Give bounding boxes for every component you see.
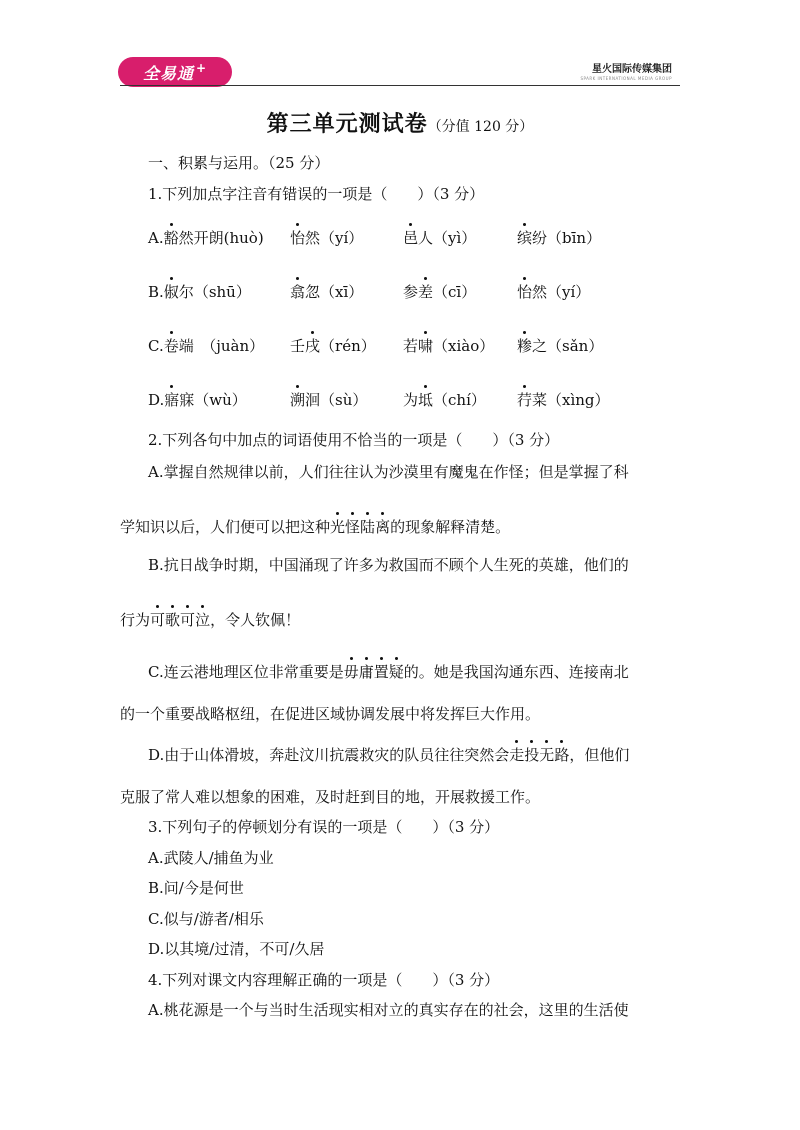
text-segment: （cī） [433, 283, 477, 301]
emphasized-char: 翕 [290, 283, 306, 301]
question-1-option-item [403, 282, 476, 302]
emphasized-char: 豁 [163, 229, 179, 247]
emphasized-char: 投 [524, 746, 540, 764]
question-3-option-a: A.武陵人/捕鱼为业 [148, 849, 274, 867]
question-1-option-item [290, 336, 376, 356]
emphasized-char: 俶 [163, 283, 179, 301]
emphasized-char: 戌 [305, 337, 321, 355]
text-segment: 的。她是我国沟通东西、连接南北 [403, 663, 629, 681]
emphasized-char: 糁 [517, 337, 533, 355]
text-segment: D. [148, 391, 165, 409]
emphasized-char: 光 [330, 518, 346, 536]
text-segment: ，令人钦佩！ [210, 611, 301, 629]
emphasized-char: 卷 [163, 337, 179, 355]
text-segment: 人（yì） [418, 229, 477, 247]
question-2-option-c-line2: 的一个重要战略枢纽，在促进区域协调发展中将发挥巨大作用。 [120, 705, 541, 723]
text-segment: 然开朗(huò) [178, 229, 264, 247]
text-segment: 洄（sù） [305, 391, 368, 409]
question-1-option-item [517, 282, 590, 302]
text-segment: D.由于山体滑坡，奔赴汶川抗震救灾的队员往往突然会 [148, 746, 510, 764]
emphasized-char: 可 [150, 611, 166, 629]
question-2-option-d-line2: 克服了常人难以想象的困难，及时赶到目的地，开展救援工作。 [120, 788, 541, 806]
emphasized-char: 无 [539, 746, 555, 764]
text-segment: 菜（xìng） [532, 391, 610, 409]
text-segment: 为 [403, 391, 419, 409]
text-segment: 学知识以后，人们便可以把这种 [120, 518, 331, 536]
emphasized-char: 怡 [290, 229, 306, 247]
emphasized-char: 怡 [517, 283, 533, 301]
question-1-option-item [290, 390, 367, 410]
text-segment: C.连云港地理区位非常重要是 [148, 663, 344, 681]
text-segment: 若 [403, 337, 419, 355]
text-segment: 之（sǎn） [532, 337, 604, 355]
emphasized-char: 啸 [418, 337, 434, 355]
section-heading: 一、积累与运用。（25 分） [148, 154, 330, 172]
emphasized-char: 毋 [343, 663, 359, 681]
text-segment: A. [148, 229, 164, 247]
text-segment: （rén） [320, 337, 376, 355]
title-main: 第三单元测试卷 [266, 111, 428, 137]
question-4-option-a-line1: A.桃花源是一个与当时生活现实相对立的真实存在的社会，这里的生活使 [148, 1001, 629, 1019]
title-score: （分值 120 分） [427, 119, 534, 135]
question-2-option-b-line1: B.抗日战争时期，中国涌现了许多为救国而不顾个人生死的英雄，他们的 [148, 556, 629, 574]
emphasized-char: 坻 [418, 391, 434, 409]
brand-name-cn: 星火国际传媒集团 [592, 64, 672, 75]
emphasized-char: 荇 [517, 391, 533, 409]
emphasized-char: 歌 [165, 611, 181, 629]
question-1-stem: 1.下列加点字注音有错误的一项是（ ）（3 分） [148, 185, 485, 203]
question-1-option-item [517, 390, 610, 410]
emphasized-char: 邑 [403, 229, 419, 247]
text-segment: ，但他们 [569, 746, 630, 764]
text-segment: （xiào） [433, 337, 495, 355]
page-header [0, 0, 800, 90]
emphasized-char: 路 [554, 746, 570, 764]
brand-name-en: SPARK INTERNATIONAL MEDIA GROUP [580, 76, 672, 81]
question-1-option-item [148, 336, 264, 356]
brand-logo [118, 57, 232, 87]
question-1-option-item [148, 390, 247, 410]
question-2-option-b-line2 [120, 610, 300, 630]
emphasized-char: 可 [180, 611, 196, 629]
emphasized-phrase [330, 518, 390, 536]
text-segment: 然（yí） [532, 283, 591, 301]
emphasized-phrase [344, 663, 404, 681]
question-3-option-d: D.以其境/过清，不可/久居 [148, 940, 325, 958]
logo-plus: + [195, 61, 208, 75]
question-2-option-a-line1: A.掌握自然规律以前，人们往往认为沙漠里有魔鬼在作怪；但是掌握了科 [148, 463, 629, 481]
emphasized-char: 陆 [360, 518, 376, 536]
emphasized-phrase [509, 746, 569, 764]
page-title [0, 107, 800, 138]
emphasized-char: 泣 [195, 611, 211, 629]
text-segment: B. [148, 283, 164, 301]
emphasized-char: 走 [509, 746, 525, 764]
text-segment: 壬 [290, 337, 306, 355]
text-segment: 尔（shū） [178, 283, 251, 301]
question-2-option-a-line2 [120, 517, 510, 537]
emphasized-char: 怪 [345, 518, 361, 536]
text-segment: 忽（xī） [305, 283, 364, 301]
emphasized-char: 差 [418, 283, 434, 301]
publisher-brand [580, 60, 672, 81]
question-3-option-b: B.问/今是何世 [148, 879, 244, 897]
header-divider [120, 85, 680, 86]
question-1-option-item [290, 282, 363, 302]
text-segment: 端 （juàn） [178, 337, 265, 355]
emphasized-char: 置 [373, 663, 389, 681]
question-4-stem: 4.下列对课文内容理解正确的一项是（ ）（3 分） [148, 971, 500, 989]
text-segment: 参 [403, 283, 419, 301]
question-3-option-c: C.似与/游者/相乐 [148, 910, 264, 928]
text-segment: C. [148, 337, 164, 355]
emphasized-char: 庸 [358, 663, 374, 681]
question-2-stem: 2.下列各句中加点的词语使用不恰当的一项是（ ）（3 分） [148, 431, 560, 449]
question-1-option-item [148, 228, 264, 248]
emphasized-char: 疑 [388, 663, 404, 681]
emphasized-char: 寤 [164, 391, 180, 409]
question-2-option-c-line1 [148, 662, 629, 682]
question-2-option-d-line1 [148, 745, 629, 765]
text-segment: 寐（wù） [179, 391, 247, 409]
emphasized-char: 缤 [517, 229, 533, 247]
text-segment: （chí） [433, 391, 486, 409]
question-1-option-item [517, 228, 601, 248]
question-1-option-item [290, 228, 363, 248]
question-1-option-item [403, 390, 486, 410]
text-segment: 然（yí） [305, 229, 364, 247]
question-1-option-item [148, 282, 251, 302]
emphasized-phrase [150, 611, 210, 629]
question-3-stem: 3.下列句子的停顿划分有误的一项是（ ）（3 分） [148, 818, 500, 836]
emphasized-char: 溯 [290, 391, 306, 409]
logo-text: 全易通 [142, 63, 194, 83]
text-segment: 的现象解释清楚。 [390, 518, 511, 536]
text-segment: 行为 [120, 611, 151, 629]
question-1-option-item [517, 336, 603, 356]
text-segment: 纷（bīn） [532, 229, 602, 247]
question-1-option-item [403, 336, 494, 356]
emphasized-char: 离 [375, 518, 391, 536]
question-1-option-item [403, 228, 476, 248]
